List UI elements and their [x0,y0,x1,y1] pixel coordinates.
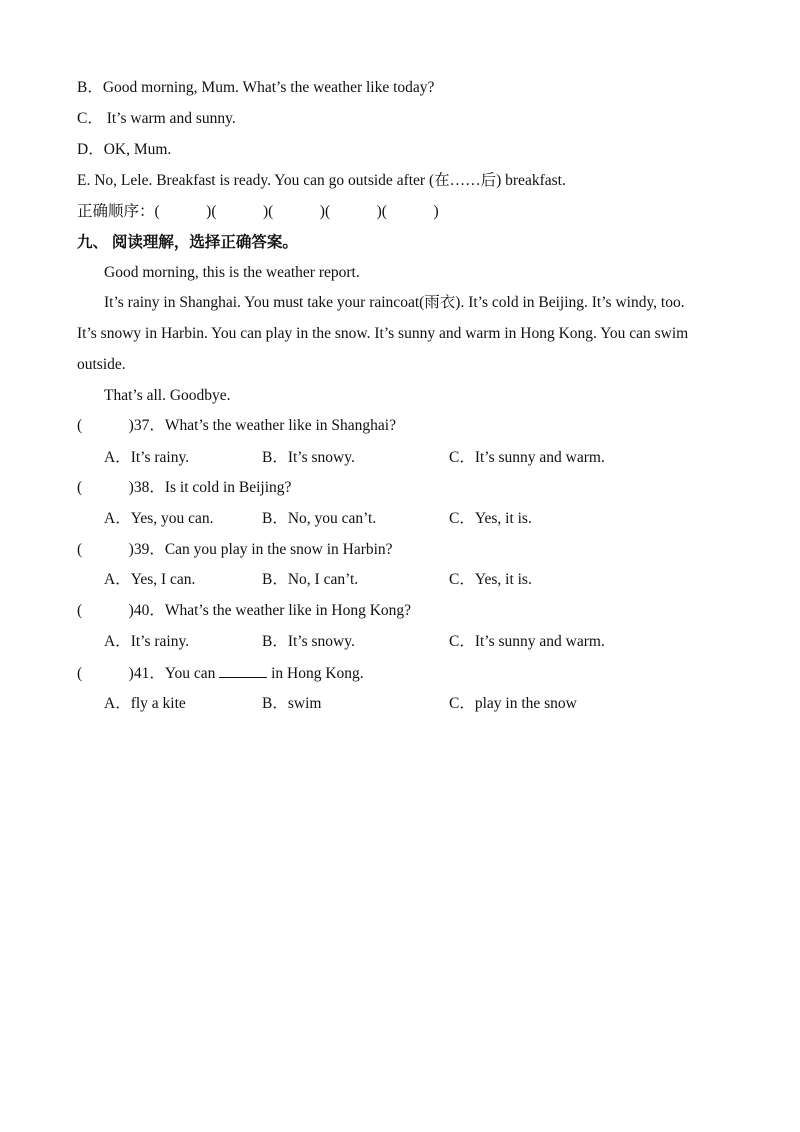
question-39-option-a: A．Yes, I can. [104,571,196,588]
question-38-stem: ( )38．Is it cold in Beijing? [77,479,292,496]
question-41-stem-after: in Hong Kong. [267,665,364,682]
passage-paragraph-1: Good morning, this is the weather report. [104,264,360,281]
question-41-stem-before: ( )41．You can [77,665,220,682]
passage-paragraph-2-line-1: It’s rainy in Shanghai. You must take your raincoat(雨衣). It’s cold in Beijing. It’s windy, too. [104,294,685,311]
question-37-option-c: C．It’s sunny and warm. [449,449,605,466]
ordering-option-e: E. No, Lele. Breakfast is ready. You can go outside after (在……后) breakfast. [77,172,566,189]
question-40-option-c: C．It’s sunny and warm. [449,633,605,650]
question-38-option-a: A．Yes, you can. [104,510,214,527]
question-38-option-b: B．No, you can’t. [262,510,377,527]
question-41-option-b: B．swim [262,695,322,712]
section-title: 九、 阅读理解，选择正确答案。 [77,234,298,251]
passage-paragraph-2-line-2: It’s snowy in Harbin. You can play in the snow. It’s sunny and warm in Hong Kong. You can swim [77,325,689,342]
question-41-stem [77,663,364,684]
question-40-option-b: B．It’s snowy. [262,633,355,650]
passage-paragraph-3: That’s all. Goodbye. [104,387,231,404]
question-38-option-c: C．Yes, it is. [449,510,532,527]
question-39-option-b: B．No, I can’t. [262,571,359,588]
question-39-stem: ( )39．Can you play in the snow in Harbin? [77,541,393,558]
question-41-option-a: A．fly a kite [104,695,186,712]
order-answer-line: 正确顺序：( )( )( )( )( ) [77,203,439,220]
question-40-option-a: A．It’s rainy. [104,633,190,650]
ordering-option-c: C． It’s warm and sunny. [77,110,236,127]
question-39-option-c: C．Yes, it is. [449,571,532,588]
question-37-stem: ( )37．What’s the weather like in Shanghai? [77,417,396,434]
question-41-option-c: C．play in the snow [449,695,577,712]
question-37-option-b: B．It’s snowy. [262,449,355,466]
question-37-option-a: A．It’s rainy. [104,449,190,466]
passage-paragraph-2-line-3: outside. [77,356,126,373]
ordering-option-b: B．Good morning, Mum. What’s the weather like today? [77,79,435,96]
question-41-answer-blank [219,663,267,678]
ordering-option-d: D．OK, Mum. [77,141,172,158]
question-40-stem: ( )40．What’s the weather like in Hong Kong? [77,602,412,619]
